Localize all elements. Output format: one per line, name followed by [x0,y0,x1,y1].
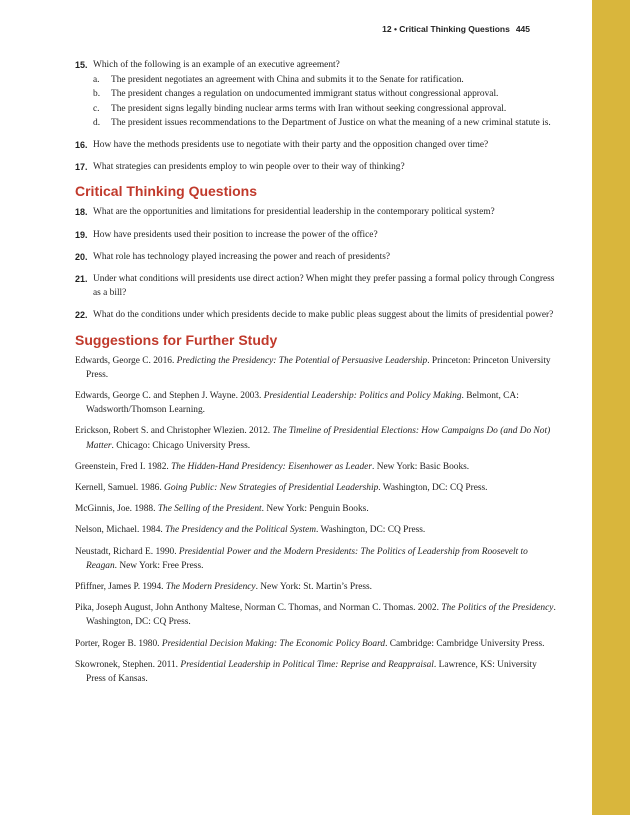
reference-item [75,545,557,573]
reference-item [75,658,557,686]
reference-title: Predicting the Presidency: The Potential of Persuasive Leadership [176,355,428,366]
reference-list [75,354,557,687]
further-study-heading: Suggestions for Further Study [75,331,278,348]
reference-author-year: Pika, Joseph August, John Anthony Maltese, Norman C. Thomas, and Norman C. Thomas. 2002. [75,603,442,614]
critical-thinking-heading: Critical Thinking Questions [75,183,258,200]
option-a [93,73,557,87]
reference-title: Presidential Decision Making: The Economic Policy Board [161,638,386,649]
reference-title: The Selling of the President [157,504,262,515]
option-text: The president negotiates an agreement with China and submits it to the Senate for ratification. [111,75,464,86]
reference-title: The Hidden-Hand Presidency: Eisenhower as Leader [171,461,372,472]
reference-author-year: Porter, Roger B. 1980. [75,638,162,649]
gold-side-bar [592,0,630,815]
reference-title: The Modern Presidency [165,582,256,593]
question-text: How have the methods presidents use to negotiate with their party and the opposition changed over time? [93,140,489,151]
reference-title: The Timeline of Presidential Elections: How Campaigns Do (and Do Not) Matter [86,426,551,451]
option-d [93,116,557,130]
question-text: Which of the following is an example of an executive agreement? [93,60,340,70]
question-22 [75,308,557,322]
reference-item [75,637,557,651]
question-text: What role has technology played increasing the power and reach of presidents? [93,251,391,262]
reference-author-year: Edwards, George C. 2016. [75,355,177,366]
reference-publisher: . Cambridge: Cambridge University Press. [385,638,545,649]
reference-publisher: . Chicago: Chicago University Press. [111,440,251,451]
question-number: 17. [75,162,88,173]
reference-publisher: . Princeton: Princeton University Press. [86,355,551,380]
question-19 [75,228,557,242]
question-number: 20. [75,251,88,262]
reference-author-year: Greenstein, Fred I. 1982. [75,461,172,472]
running-head-title: 12 • Critical Thinking Questions [382,24,510,34]
reference-item [75,481,557,495]
reference-publisher: . Lawrence, KS: University Press of Kansas. [86,659,537,685]
option-letter: c. [93,103,100,114]
reference-item [75,460,557,474]
page-number: 445 [515,24,530,34]
reference-title: Presidential Leadership: Politics and Policy Making [263,391,462,402]
reference-author-year: Nelson, Michael. 1984. [75,525,166,536]
reference-publisher: . New York: Penguin Books. [261,504,369,515]
question-number: 19. [75,229,88,240]
question-text: How have presidents used their position to increase the power of the office? [93,229,378,240]
question-21 [75,272,557,300]
reference-item [75,424,557,452]
reference-item [75,502,557,516]
reference-author-year: Neustadt, Richard E. 1990. [75,546,179,557]
reference-title: The Presidency and the Political System [165,525,317,536]
question-16 [75,138,557,152]
option-text: The president changes a regulation on undocumented immigrant status without congressional approval. [111,89,499,100]
question-text: What do the conditions under which presidents decide to make public pleas suggest about the limits of presidential power? [93,310,554,321]
question-15 [75,58,557,130]
question-number: 16. [75,140,88,151]
reference-publisher: . New York: Basic Books. [372,461,470,472]
reference-publisher: . Washington, DC: CQ Press. [86,603,556,628]
reference-title: Going Public: New Strategies of Presidential Leadership [164,483,379,494]
reference-publisher: . Belmont, CA: Wadsworth/Thomson Learning. [86,391,519,416]
option-letter: b. [93,89,101,100]
reference-title: Presidential Leadership in Political Time: Reprise and Reappraisal [180,659,434,670]
reference-item [75,389,557,417]
question-17 [75,160,557,174]
question-text: Under what conditions will presidents use direct action? When might they prefer passing a formal policy through Congress as a bill? [93,274,555,299]
option-letter: d. [93,117,101,128]
reference-item [75,580,557,594]
question-text: What are the opportunities and limitations for presidential leadership in the contemporary political system? [93,207,495,218]
reference-item [75,523,557,537]
reference-item [75,354,557,382]
answer-options [93,73,557,130]
question-text: What strategies can presidents employ to win people over to their way of thinking? [93,162,405,173]
question-number: 22. [75,310,88,321]
question-number: 15. [75,60,88,70]
question-20 [75,250,557,264]
reference-author-year: Kernell, Samuel. 1986. [75,483,165,494]
option-c [93,102,557,116]
reference-author-year: Erickson, Robert S. and Christopher Wlezien. 2012. [75,426,273,437]
reference-publisher: . Washington, DC: CQ Press. [316,525,426,536]
reference-author-year: McGinnis, Joe. 1988. [75,504,158,515]
option-text: The president issues recommendations to the Department of Justice on what the meaning of a new criminal statute is. [111,117,551,128]
reference-author-year: Pfiffner, James P. 1994. [75,582,166,593]
reference-title: The Politics of the Presidency [441,603,554,614]
reference-publisher: . New York: Free Press. [114,560,204,571]
question-18 [75,205,557,219]
option-b [93,87,557,101]
question-number: 21. [75,274,88,285]
reference-publisher: . Washington, DC: CQ Press. [378,483,488,494]
reference-title: Presidential Power and the Modern Presidents: The Politics of Leadership from Roosevelt to Reagan [86,546,528,571]
option-text: The president signs legally binding nuclear arms terms with Iran without seeking congressional approval. [111,103,507,114]
reference-author-year: Skowronek, Stephen. 2011. [75,659,181,670]
reference-author-year: Edwards, George C. and Stephen J. Wayne. 2003. [75,391,264,402]
running-head [300,24,530,34]
reference-publisher: . New York: St. Martin’s Press. [255,582,373,593]
option-letter: a. [93,75,100,86]
question-number: 18. [75,207,88,218]
page-content [75,58,557,693]
reference-item [75,601,557,629]
